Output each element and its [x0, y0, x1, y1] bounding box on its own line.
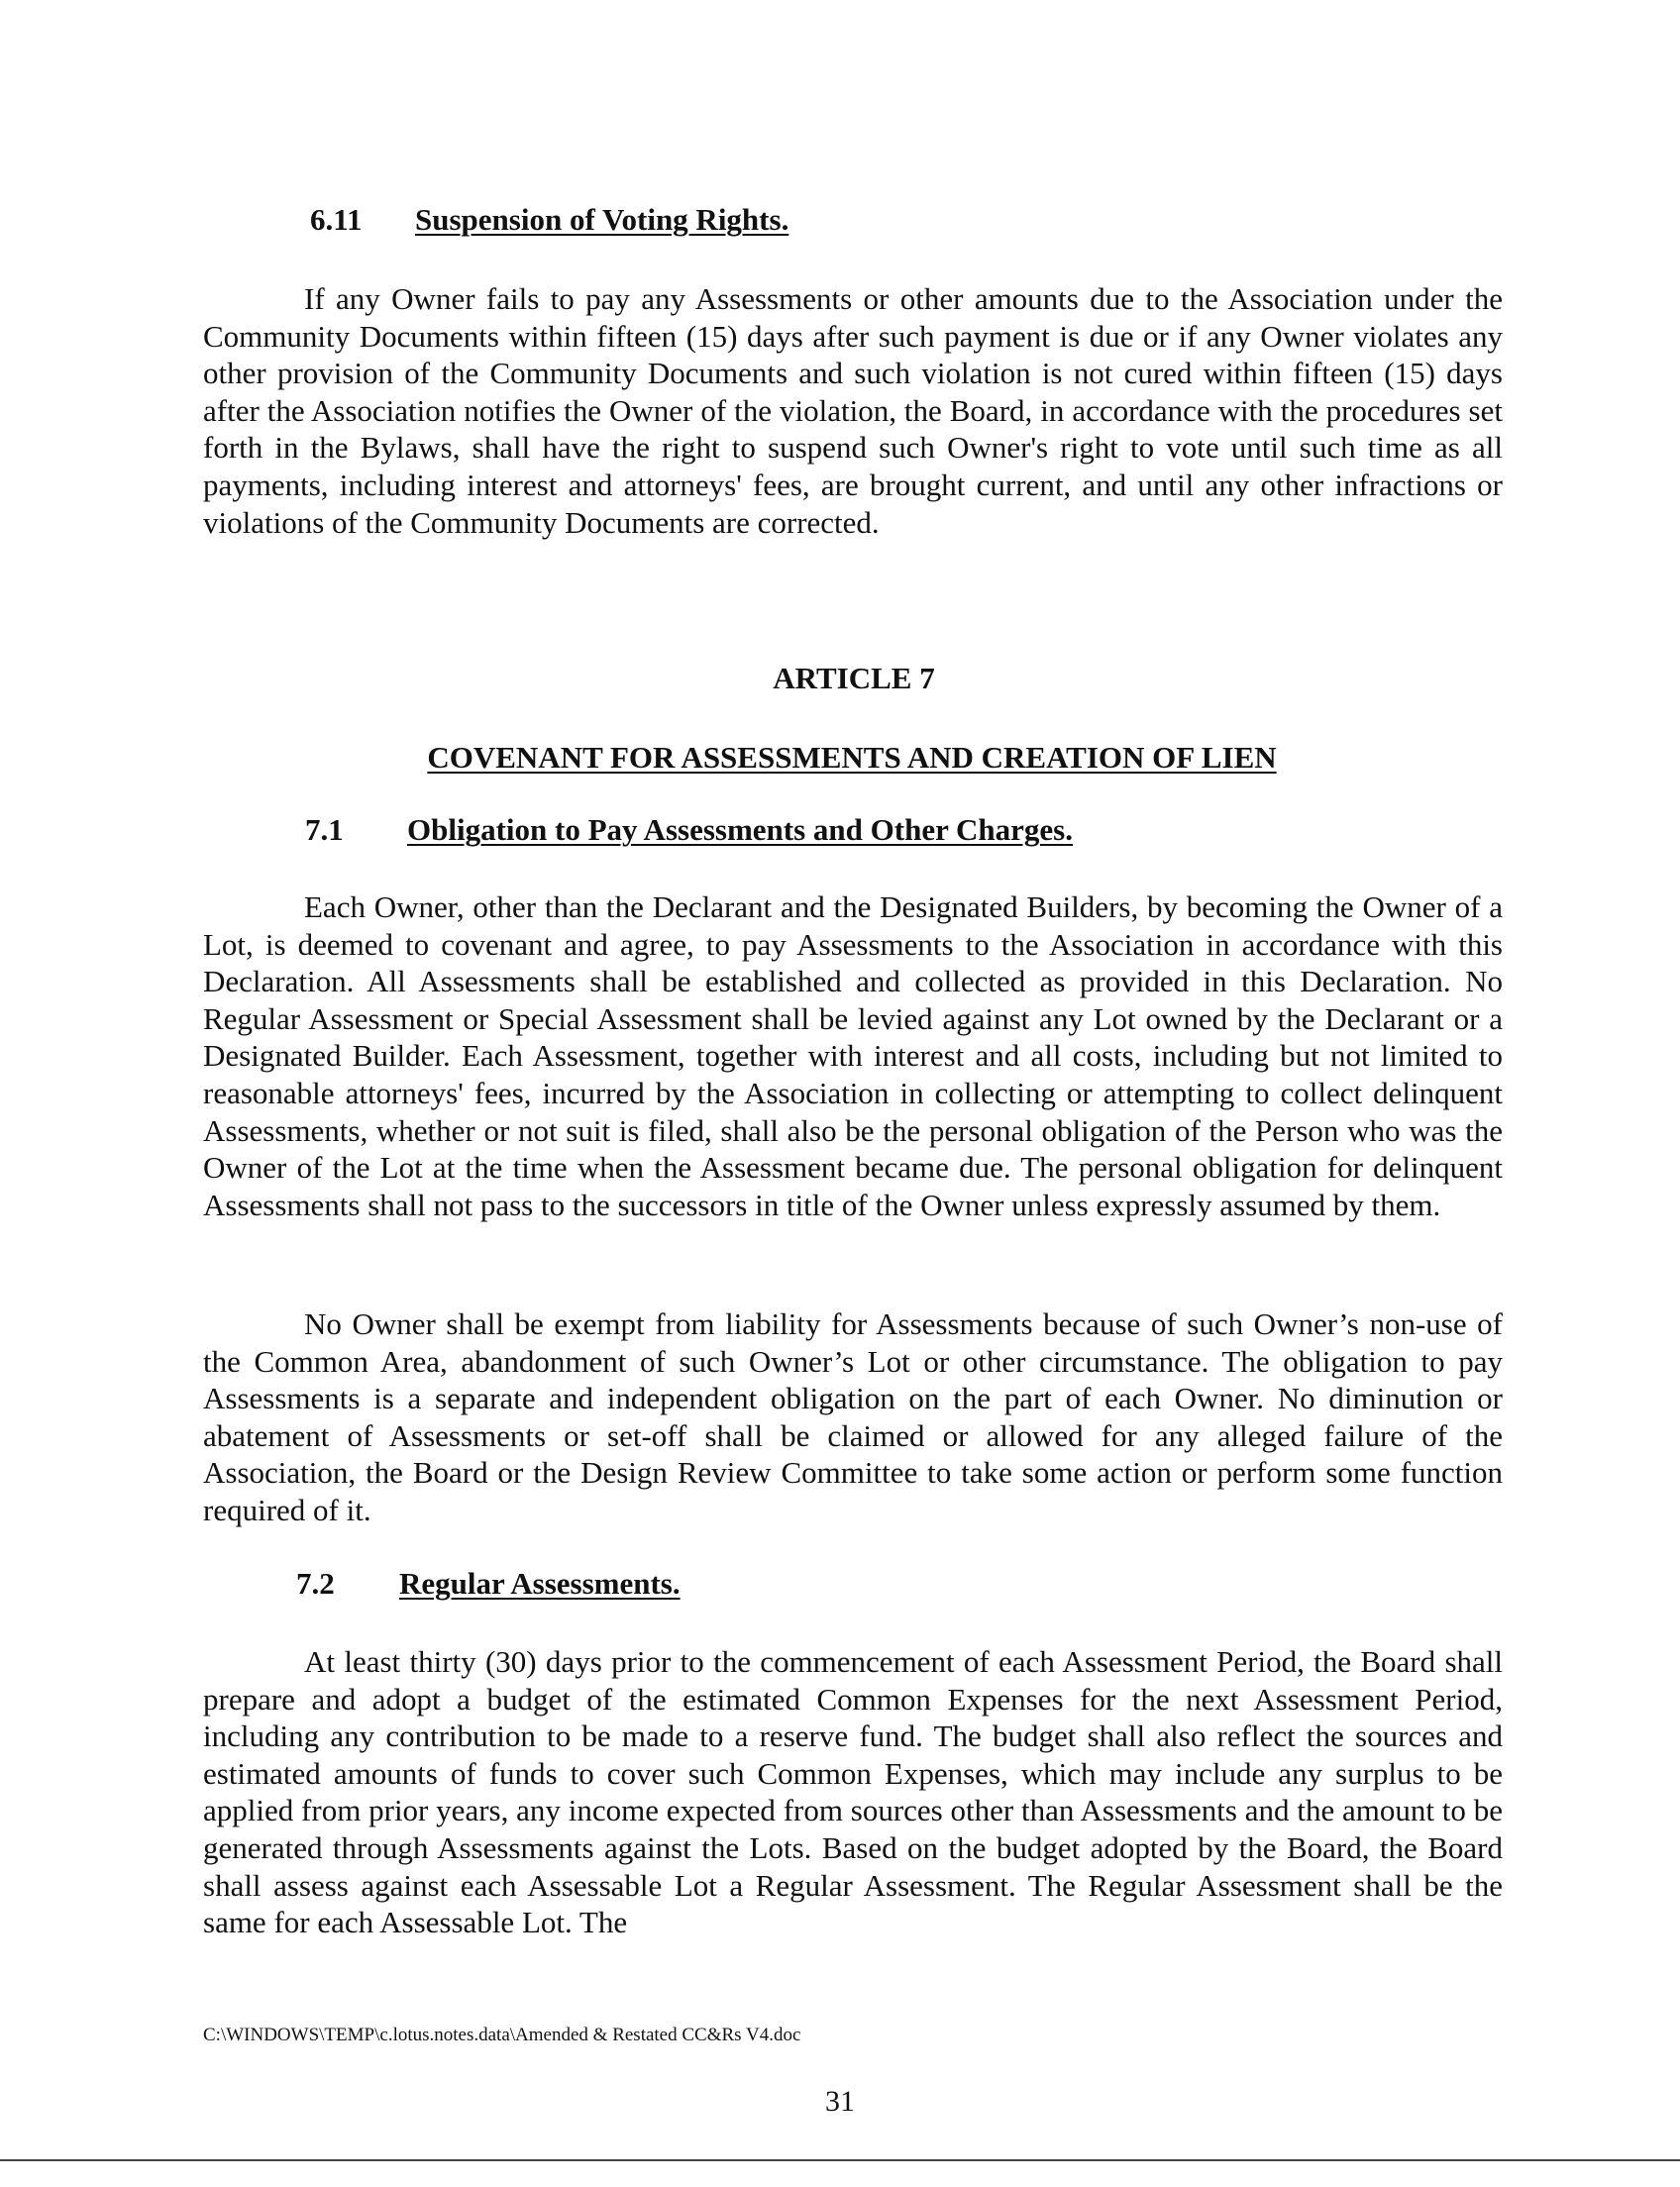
section-7-1-paragraph-1: Each Owner, other than the Declarant and the Designated Builders, by becoming the Owner of a Lot, is deemed to covenant and agree, to pay Assessments to the Association in accordance with this Declaration. All Assessments shall be established and collected as provided in this Declaration. No Regular Assessment or Special Assessment shall be levied against any Lot owned by the Declarant or a Designated Builder. Each Assessment, together with interest and all costs, including but not limited to reasonable attorneys' fees, incurred by the Association in collecting or attempting to collect delinquent Assessments, whether or not suit is filed, shall also be the personal obligation of the Person who was the Owner of the Lot at the time when the Assessment became due. The personal obligation for delinquent Assessments shall not pass to the successors in title of the Owner unless expressly assumed by them. — [203, 889, 1503, 1222]
article-title — [0, 738, 1680, 778]
section-7-1-heading — [305, 810, 1073, 850]
section-title: Suspension of Voting Rights. — [415, 202, 789, 237]
article-label: ARTICLE 7 — [773, 661, 935, 695]
section-number: 7.2 — [296, 1566, 335, 1601]
section-title: Regular Assessments. — [399, 1566, 681, 1601]
section-6-11-paragraph: If any Owner fails to pay any Assessments or other amounts due to the Association under the Community Documents within fifteen (15) days after such payment is due or if any Owner violates any other provision of the Community Documents and such violation is not cured within fifteen (15) days after the Association notifies the Owner of the violation, the Board, in accordance with the procedures set forth in the Bylaws, shall have the right to suspend such Owner's right to vote until such time as all payments, including interest and attorneys' fees, are brought current, and until any other infractions or violations of the Community Documents are corrected. — [203, 281, 1503, 540]
article-title-text: COVENANT FOR ASSESSMENTS AND CREATION OF LIEN — [427, 740, 1277, 775]
footer-file-path: C:\WINDOWS\TEMP\c.lotus.notes.data\Amended & Restated CC&Rs V4.doc — [203, 2025, 801, 2045]
section-title: Obligation to Pay Assessments and Other Charges. — [407, 812, 1073, 847]
section-7-1-paragraph-2: No Owner shall be exempt from liability for Assessments because of such Owner’s non-use of the Common Area, abandonment of such Owner’s Lot or other circumstance. The obligation to pay Assessments is a separate and independent obligation on the part of each Owner. No diminution or abatement of Assessments or set-off shall be claimed or allowed for any alleged failure of the Association, the Board or the Design Review Committee to take some action or perform some function required of it. — [203, 1306, 1503, 1527]
section-7-2-heading — [296, 1564, 681, 1604]
section-number: 7.1 — [305, 812, 344, 847]
section-number: 6.11 — [310, 202, 363, 237]
section-7-2-paragraph: At least thirty (30) days prior to the commencement of each Assessment Period, the Board shall prepare and adopt a budget of the estimated Common Expenses for the next Assessment Period, including any contribution to be made to a reserve fund. The budget shall also reflect the sources and estimated amounts of funds to cover such Common Expenses, which may include any surplus to be applied from prior years, any income expected from sources other than Assessments and the amount to be generated through Assessments against the Lots. Based on the budget adopted by the Board, the Board shall assess against each Assessable Lot a Regular Assessment. The Regular Assessment shall be the same for each Assessable Lot. The — [203, 1644, 1503, 1940]
section-6-11-heading — [310, 200, 788, 240]
page-number: 31 — [825, 2085, 855, 2118]
bottom-rule — [0, 2159, 1680, 2161]
